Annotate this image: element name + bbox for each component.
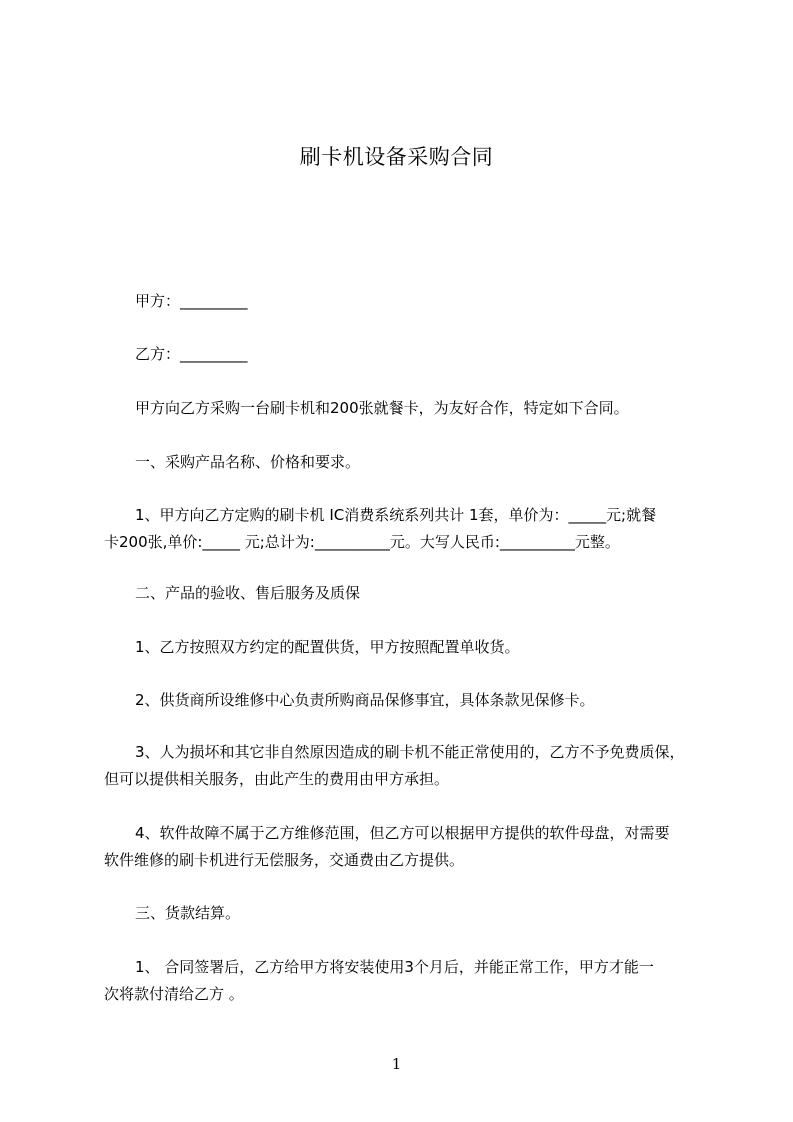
section2-item4-line1: 4、软件故障不属于乙方维修范围，但乙方可以根据甲方提供的软件母盘，对需要 [135,824,670,842]
section2-heading [104,580,714,607]
section1-item1-line1: 1、甲方向乙方定购的刷卡机 IC消费系统系列共计 1套，单价为：_____元;就餐 [135,506,657,524]
party-a-text: 甲方：_________ [135,292,248,310]
section1-item1 [104,502,714,556]
section2-item1-text: 1、乙方按照双方约定的配置供货，甲方按照配置单收货。 [135,638,520,656]
section2-item3 [104,739,714,793]
section3-heading [104,900,714,927]
section1-item1-line2: 卡200张,单价:_____ 元;总计为:__________元。大写人民币:__________元整。 [104,533,620,551]
section2-item4-line2: 软件维修的刷卡机进行无偿服务，交通费由乙方提供。 [104,851,465,869]
section2-item1 [104,634,714,661]
section1-heading-text: 一、采购产品名称、价格和要求。 [135,453,361,471]
section2-item3-line2: 但可以提供相关服务，由此产生的费用由甲方承担。 [104,770,450,788]
party-b-line [104,341,714,368]
party-b-text: 乙方：_________ [135,345,248,363]
intro-text: 甲方向乙方采购一台刷卡机和200张就餐卡，为友好合作，特定如下合同。 [135,399,629,417]
section1-heading [104,449,714,476]
section2-item2 [104,687,714,714]
document-title: 刷卡机设备采购合同 [299,145,494,169]
party-a-line [104,288,714,315]
section3-heading-text: 三、货款结算。 [135,904,241,922]
section3-item1-line1: 1、 合同签署后，乙方给甲方将安装使用3个月后，并能正常工作，甲方才能一 [135,958,654,976]
page-number: 1 [391,1055,402,1073]
section2-item3-line1: 3、人为损坏和其它非自然原因造成的刷卡机不能正常使用的，乙方不予免费质保， [135,743,685,761]
section3-item1 [104,954,714,1008]
section2-item4 [104,820,714,874]
section2-item2-text: 2、供货商所设维修中心负责所购商品保修事宜，具体条款见保修卡。 [135,691,595,709]
section3-item1-line2: 次将款付清给乙方 。 [104,985,244,1003]
intro-paragraph [104,395,714,422]
section2-heading-text: 二、产品的验收、售后服务及质保 [135,584,361,602]
